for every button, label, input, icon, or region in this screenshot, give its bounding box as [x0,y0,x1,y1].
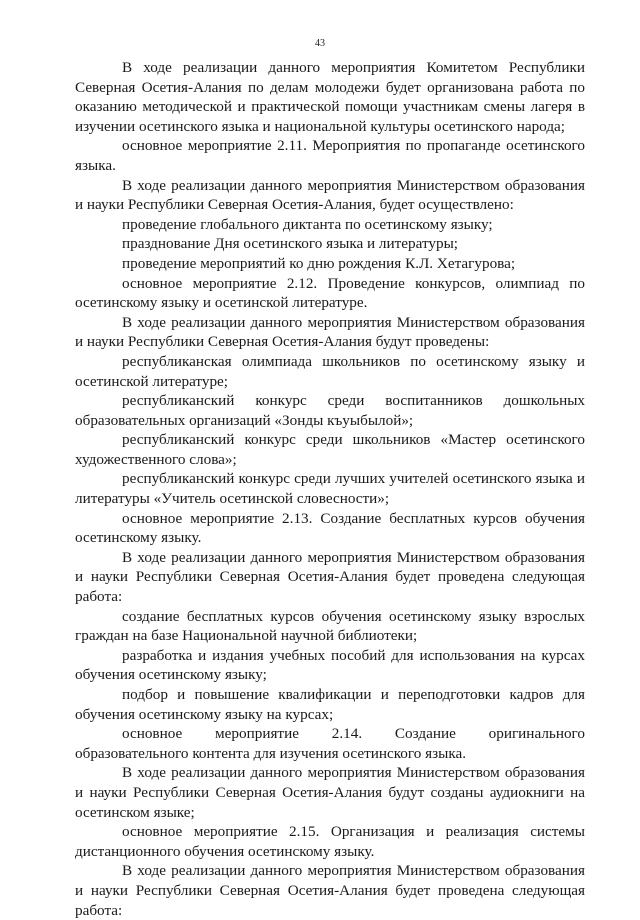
list-item: разработка и издания учебных пособий для использования на курсах обучения осетинскому языку; [75,646,585,684]
document-body [75,58,585,920]
list-item: республиканский конкурс среди лучших учителей осетинского языка и литературы «Учитель осетинской словесности»; [75,470,585,508]
list-item: республиканский конкурс среди школьников «Мастер осетинского художественного слова»; [75,431,585,468]
list-item: празднование Дня осетинского языка и литературы; [122,235,458,253]
paragraph: основное мероприятие 2.13. Создание бесплатных курсов обучения осетинскому языку. [75,509,585,547]
paragraph: основное мероприятие 2.12. Проведение конкурсов, олимпиад по осетинскому языку и осетинской литературе. [75,274,585,312]
list-item: проведение мероприятий ко дню рождения К.Л. Хетагурова; [122,254,516,272]
page-number: 43 [315,38,325,49]
paragraph: В ходе реализации данного мероприятия Министерством образования и науки Республики Северная Осетия-Алания будут проведены: [75,313,585,351]
paragraph: В ходе реализации данного мероприятия Министерством образования и науки Республики Северная Осетия-Алания будет проведена следующая работа: [75,548,585,606]
paragraph: основное мероприятие 2.15. Организация и реализация системы дистанционного обучения осетинскому языку. [75,823,585,860]
list-item: проведение глобального диктанта по осетинскому языку; [122,215,493,233]
list-item: республиканская олимпиада школьников по осетинскому языку и осетинской литературе; [75,352,585,390]
paragraph: В ходе реализации данного мероприятия Министерством образования и науки Республики Северная Осетия-Алания, будет осуществлено: [75,176,585,214]
paragraph: основное мероприятие 2.11. Мероприятия по пропаганде осетинского языка. [75,137,585,174]
paragraph: В ходе реализации данного мероприятия Министерством образования и науки Республики Северная Осетия-Алания будет проведена следующая работа: [75,862,585,919]
list-item: подбор и повышение квалификации и переподготовки кадров для обучения осетинскому языку на курсах; [75,686,585,723]
list-item: создание бесплатных курсов обучения осетинскому языку взрослых граждан на базе Национальной научной библиотеки; [75,607,585,645]
paragraph: основное мероприятие 2.14. Создание оригинального образовательного контента для изучения осетинского языка. [75,725,585,762]
paragraph: В ходе реализации данного мероприятия Министерством образования и науки Республики Северная Осетия-Алания будут созданы аудиокниги на осетинском языке; [75,764,585,821]
list-item: республиканский конкурс среди воспитанников дошкольных образовательных организаций «Зонды къуыбылой»; [75,392,585,429]
paragraph: В ходе реализации данного мероприятия Комитетом Республики Северная Осетия-Алания по делам молодежи будет организована работа по оказанию методической и практической помощи участникам смены лагеря в изучении осетинского языка и национальной культуры осетинского народа; [75,59,585,135]
